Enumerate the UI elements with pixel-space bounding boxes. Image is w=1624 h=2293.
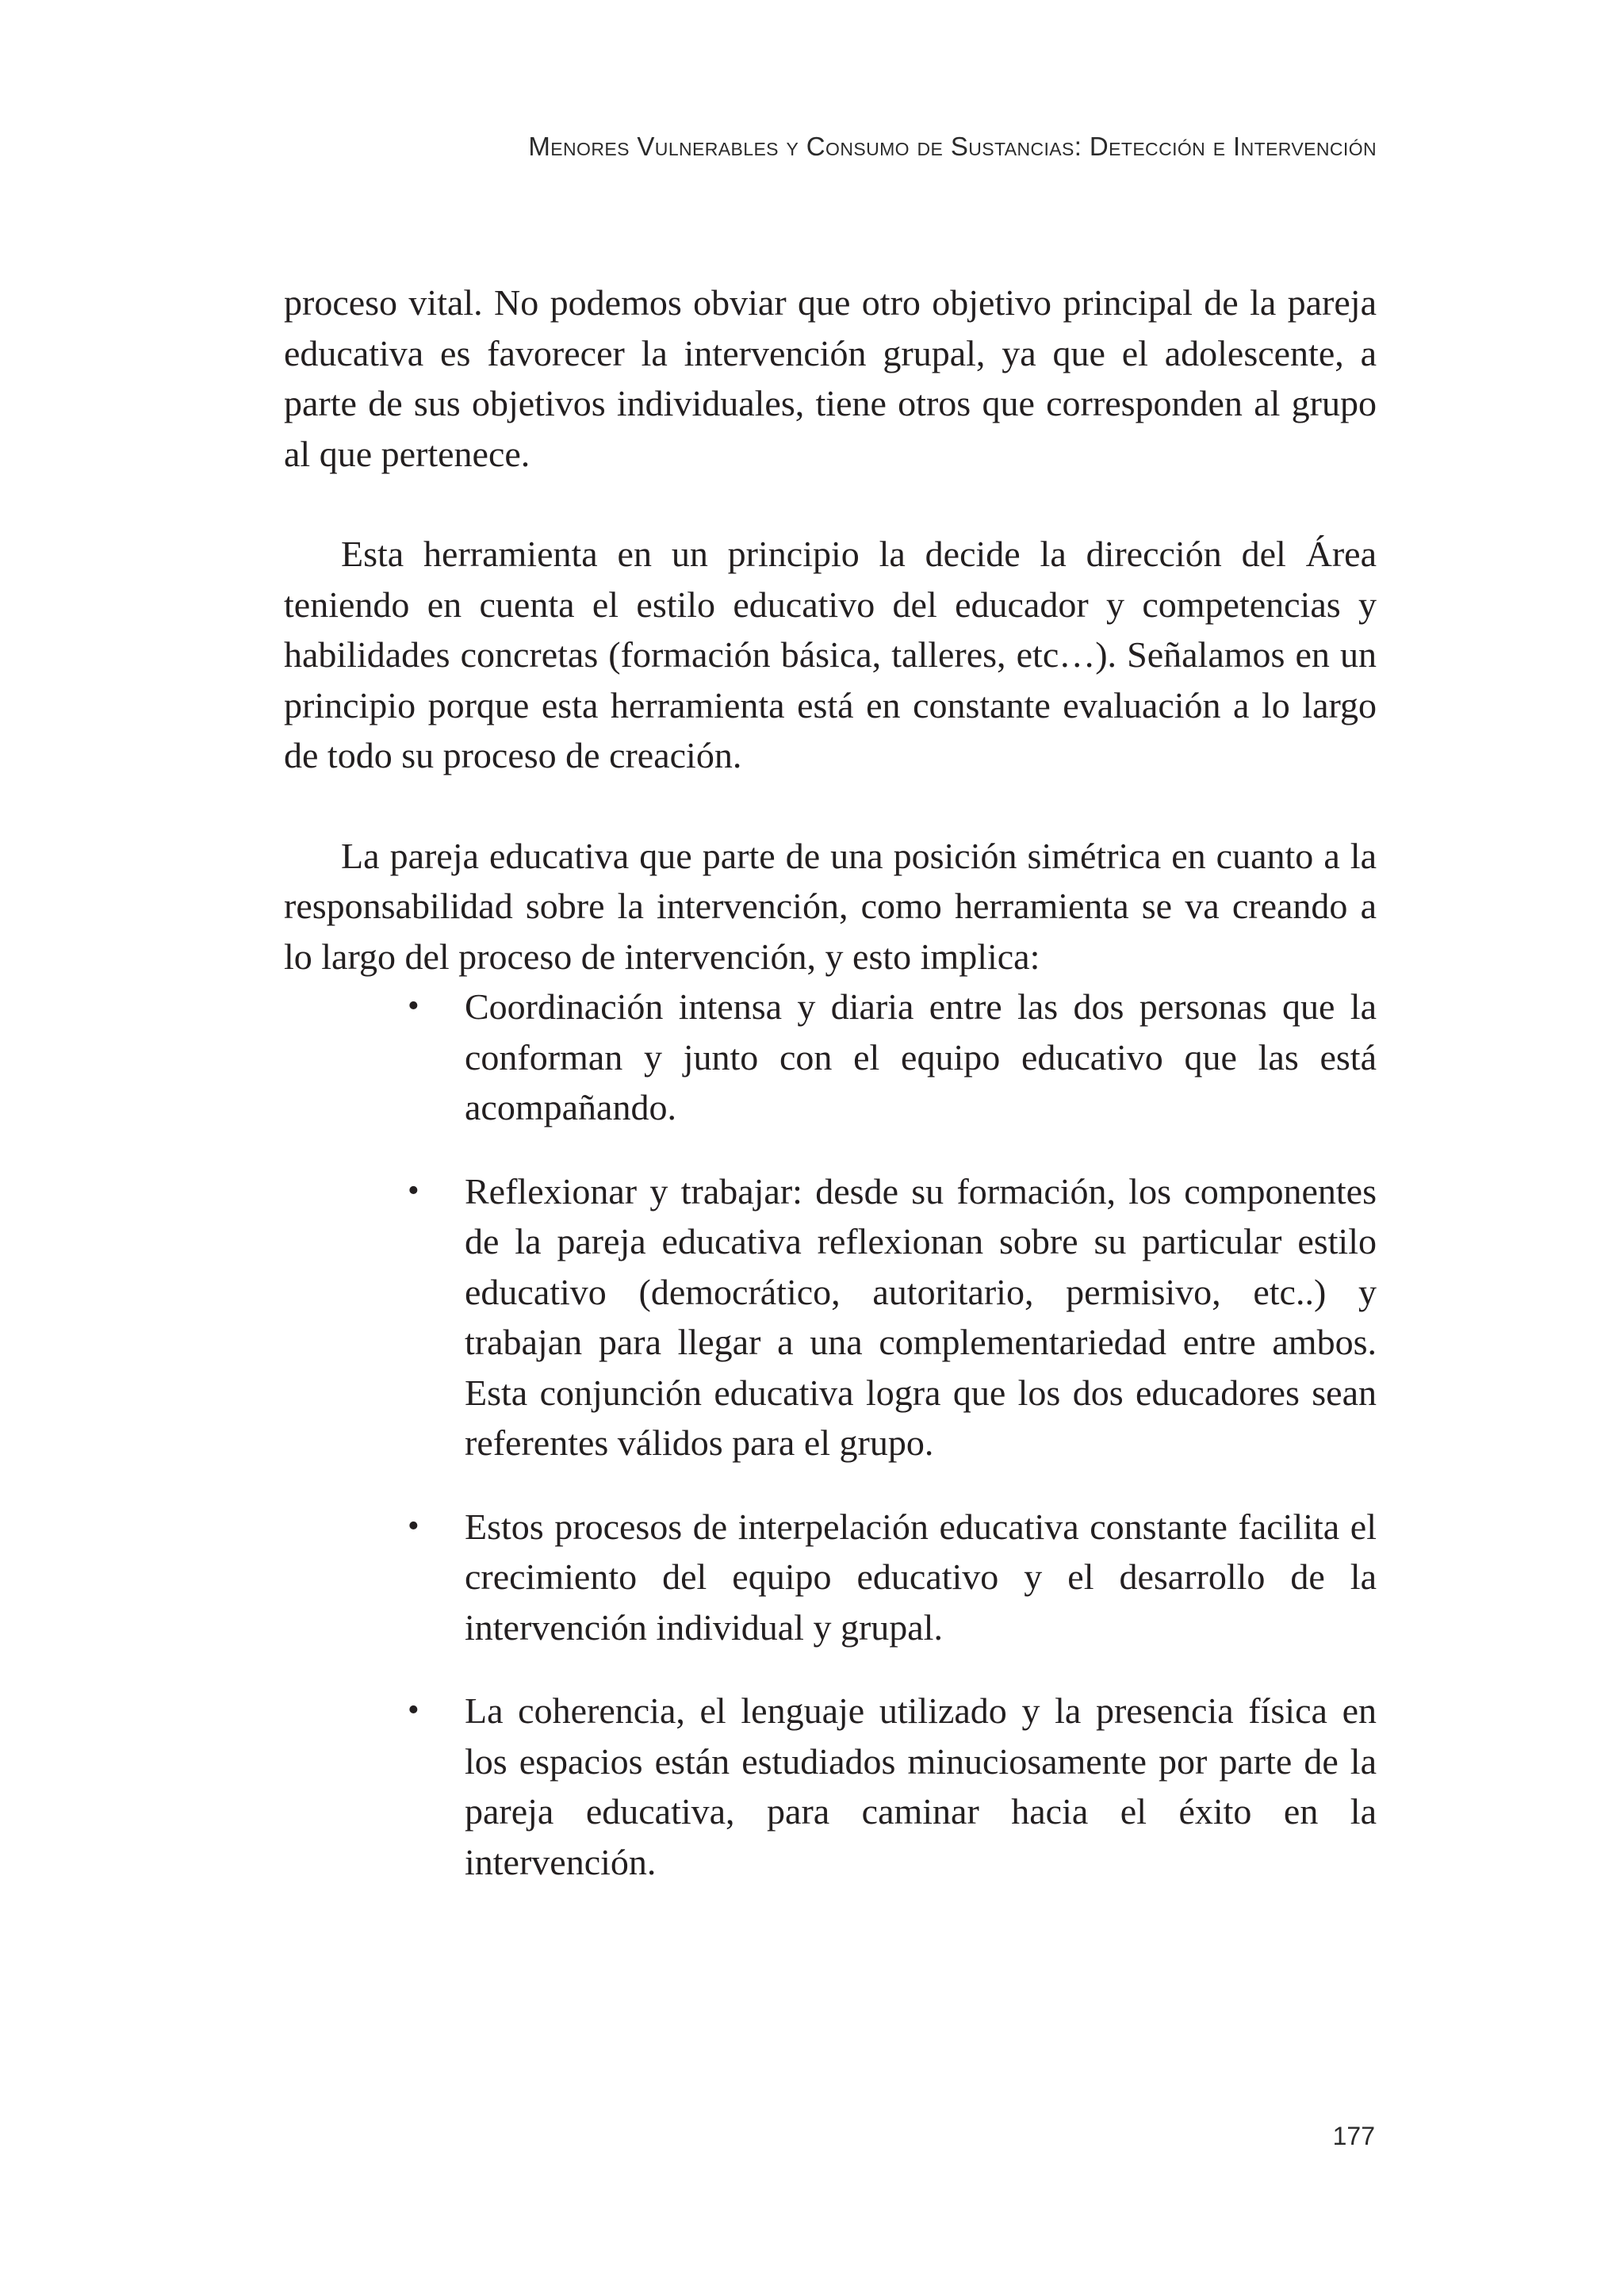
paragraph-2: Esta herramienta en un principio la decide la dirección del Área teniendo en cuenta el estilo educativo del educador y competencias y habilidades concretas (formación básica, talleres, etc…). Señalamos en un principio porque esta herramienta está en constante evaluación a lo largo de todo su proceso de creación. bbox=[284, 534, 1377, 775]
list-item-text: Estos procesos de interpelación educativa constante facilita el crecimiento del equipo educativo y el desarrollo de la intervención individual y grupal. bbox=[465, 1506, 1377, 1648]
paragraph-1: proceso vital. No podemos obviar que otro objetivo principal de la pareja educativa es favorecer la intervención grupal, ya que el adolescente, a parte de sus objetivos individuales, tiene otros que corresponden al grupo al que pertenece. bbox=[284, 282, 1377, 474]
list-item-text: Reflexionar y trabajar: desde su formación, los componentes de la pareja educativa reflexionan sobre su particular estilo educativo (democrático, autoritario, permisivo, etc..) y trabajan para llegar a una complementariedad entre ambos. Esta conjunción educativa logra que los dos educadores sean referentes válidos para el grupo. bbox=[465, 1170, 1377, 1463]
page-number: 177 bbox=[1332, 2122, 1375, 2150]
bullet-icon: • bbox=[408, 1507, 419, 1545]
bullet-list bbox=[284, 982, 1377, 1887]
list-item bbox=[408, 1686, 1377, 1887]
list-item bbox=[408, 1166, 1377, 1468]
running-header-title: Menores Vulnerables y Consumo de Sustancias: Detección e Intervención bbox=[528, 132, 1377, 161]
bullet-icon: • bbox=[408, 1172, 419, 1209]
bullet-icon: • bbox=[408, 988, 419, 1024]
list-item bbox=[408, 1502, 1377, 1653]
list-item bbox=[408, 982, 1377, 1133]
bullet-icon: • bbox=[408, 1692, 419, 1728]
paragraph-3: La pareja educativa que parte de una posición simétrica en cuanto a la responsabilidad sobre la intervención, como herramienta se va creando a lo largo del proceso de intervención, y esto implica: bbox=[284, 835, 1377, 977]
list-item-text: La coherencia, el lenguaje utilizado y la presencia física en los espacios están estudiados minuciosamente por parte de la pareja educativa, para caminar hacia el éxito en la intervención. bbox=[465, 1690, 1377, 1882]
body-text bbox=[284, 278, 1377, 1920]
list-item-text: Coordinación intensa y diaria entre las dos personas que la conforman y junto con el equipo educativo que las está acompañando. bbox=[465, 986, 1377, 1127]
